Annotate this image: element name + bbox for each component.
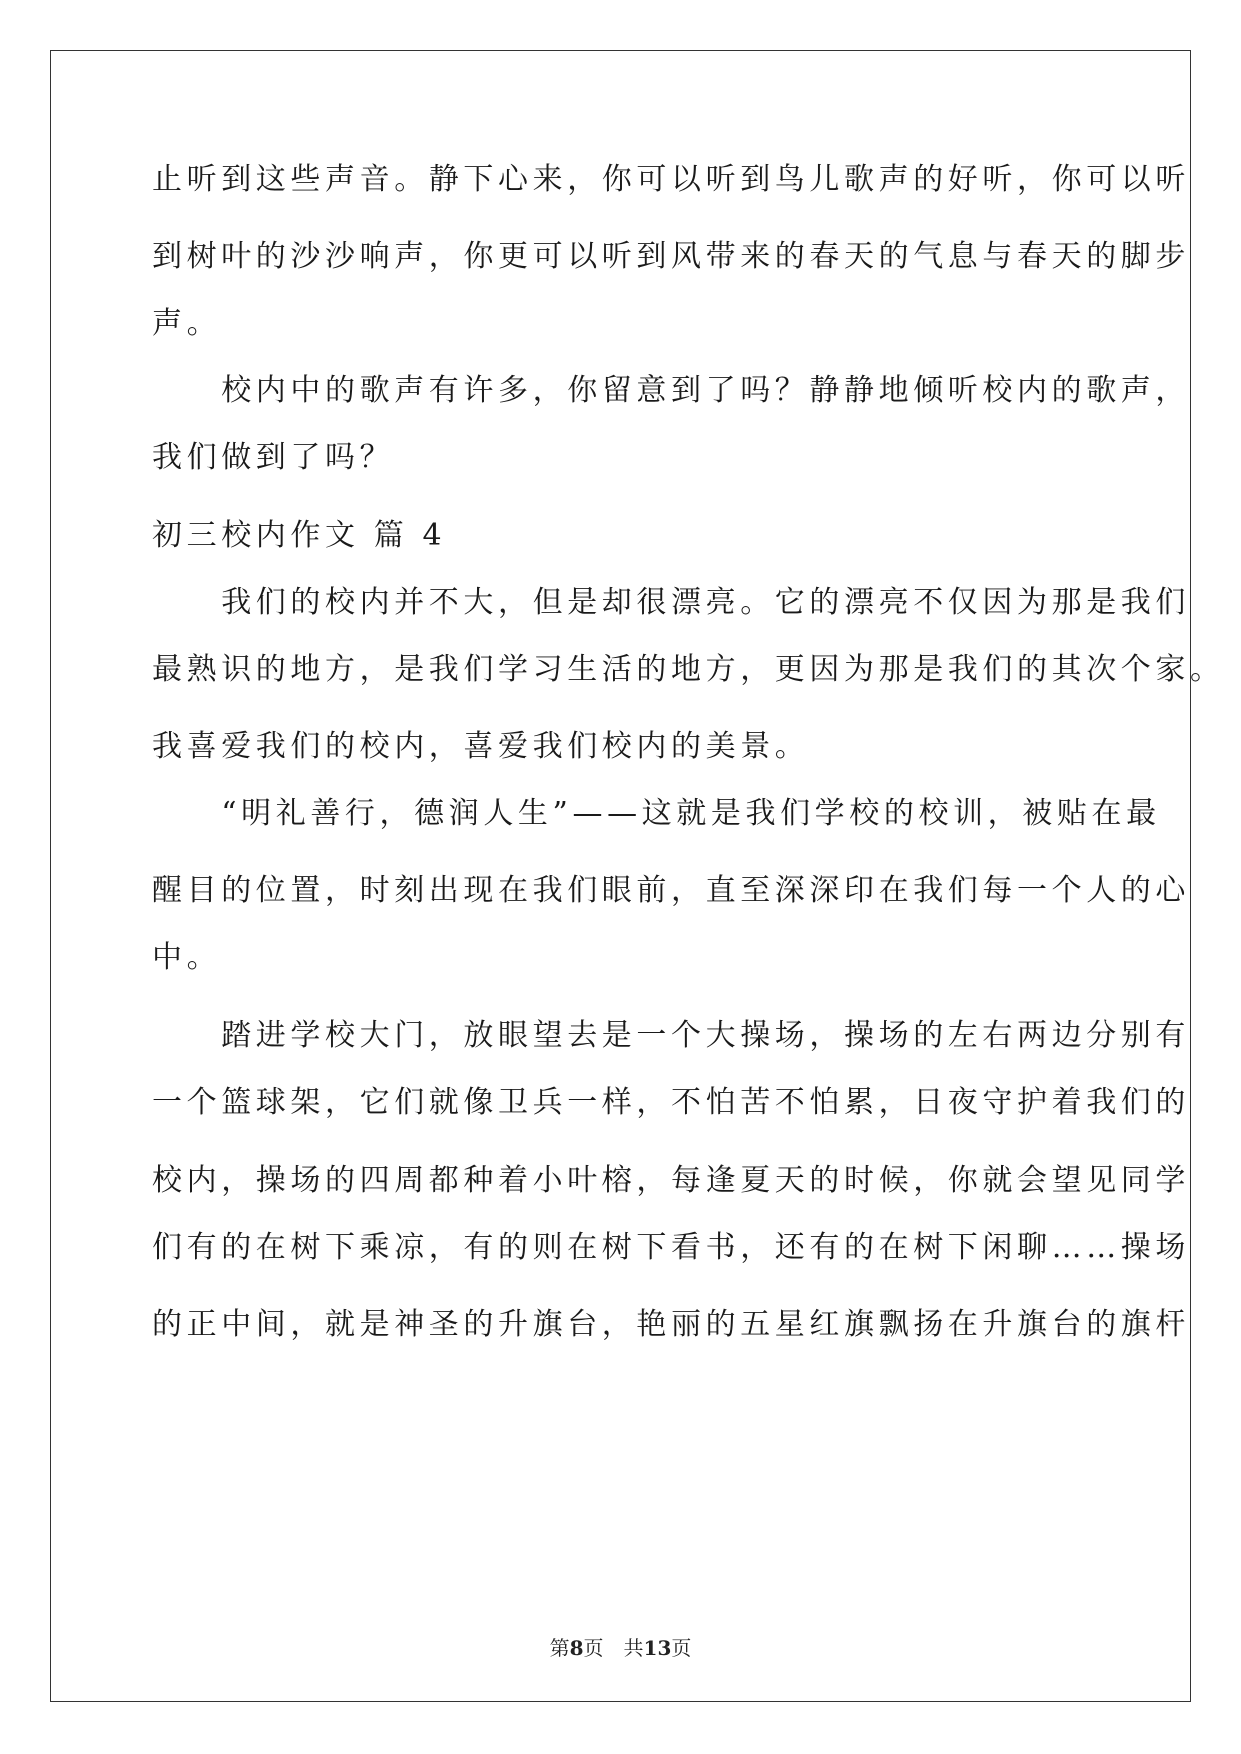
text-line: 校内中的歌声有许多，你留意到了吗？静静地倾听校内的歌声， — [152, 373, 1190, 408]
text-line: 我们的校内并不大，但是却很漂亮。它的漂亮不仅因为那是我们 — [152, 585, 1190, 620]
text-line: 中。 — [152, 940, 222, 975]
section-heading: 初三校内作文 篇 4 — [152, 518, 447, 553]
text-line: 我们做到了吗？ — [152, 440, 395, 475]
text-line: 们有的在树下乘凉，有的则在树下看书，还有的在树下闲聊……操场 — [152, 1230, 1190, 1265]
footer-middle: 页 共 — [583, 1636, 644, 1660]
text-line: 止听到这些声音。静下心来，你可以听到鸟儿歌声的好听，你可以听 — [152, 162, 1190, 197]
text-line: “明礼善行，德润人生”——这就是我们学校的校训，被贴在最 — [152, 796, 1161, 831]
text-line: 校内，操场的四周都种着小叶榕，每逢夏天的时候，你就会望见同学 — [152, 1163, 1190, 1198]
footer-suffix: 页 — [671, 1636, 692, 1660]
text-line: 到树叶的沙沙响声，你更可以听到风带来的春天的气息与春天的脚步 — [152, 239, 1190, 274]
text-line: 声。 — [152, 306, 222, 341]
text-line: 最熟识的地方，是我们学习生活的地方，更因为那是我们的其次个家。 — [152, 652, 1225, 687]
text-line: 的正中间，就是神圣的升旗台，艳丽的五星红旗飘扬在升旗台的旗杆 — [152, 1307, 1190, 1342]
current-page-number: 8 — [569, 1636, 584, 1660]
page-footer — [0, 1635, 1241, 1661]
text-line: 我喜爱我们的校内，喜爱我们校内的美景。 — [152, 729, 810, 764]
text-line: 一个篮球架，它们就像卫兵一样，不怕苦不怕累，日夜守护着我们的 — [152, 1085, 1190, 1120]
total-page-count: 13 — [643, 1636, 672, 1660]
footer-prefix: 第 — [549, 1636, 570, 1660]
text-line: 醒目的位置，时刻出现在我们眼前，直至深深印在我们每一个人的心 — [152, 873, 1190, 908]
text-line: 踏进学校大门，放眼望去是一个大操场，操场的左右两边分别有 — [152, 1018, 1190, 1053]
